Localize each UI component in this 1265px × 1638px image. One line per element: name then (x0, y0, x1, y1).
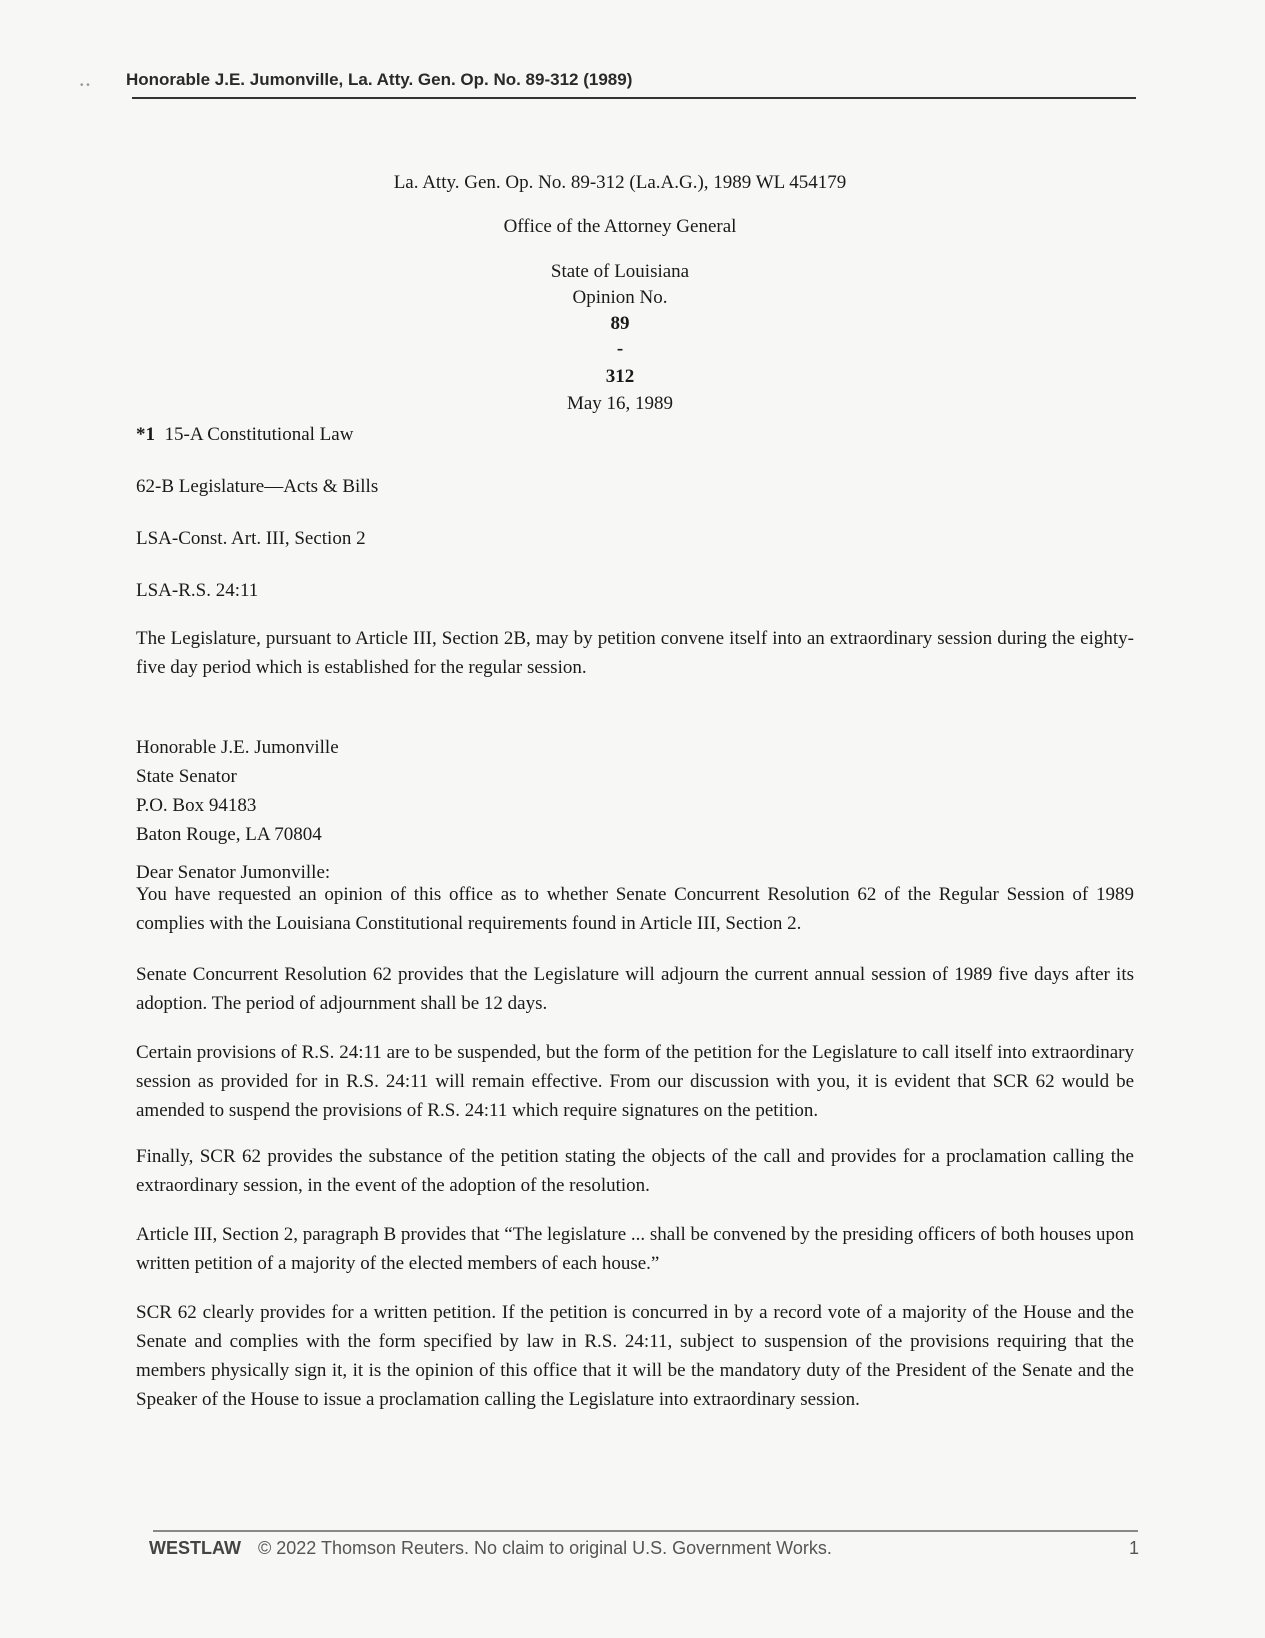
headnote-topic-2: 62-B Legislature—Acts & Bills (136, 476, 379, 497)
copyright-text: © 2022 Thomson Reuters. No claim to original U.S. Government Works. (258, 1538, 832, 1558)
body-paragraph-4: Finally, SCR 62 provides the substance of the petition stating the objects of the call and provides for a proclamation calling the extraordinary session, in the event of the adoption of the resolution. (136, 1146, 1134, 1196)
address-box: P.O. Box 94183 (136, 795, 257, 816)
body-paragraph-3: Certain provisions of R.S. 24:11 are to be suspended, but the form of the petition for the Legislature to call itself into extraordinary session as provided for in R.S. 24:11 will remain effective. From our discussion with you, it is evident that SCR 62 would be amended to suspend the provisions of R.S. 24:11 which require signatures on the petition. (136, 1042, 1134, 1121)
body-paragraph-1: You have requested an opinion of this office as to whether Senate Concurrent Resolution 62 of the Regular Session of 1989 complies with the Louisiana Constitutional requirements found in Article III, Section 2. (136, 884, 1134, 934)
headnote-topic-1-text: 15-A Constitutional Law (164, 424, 354, 445)
address-block (136, 733, 1136, 849)
footer-rule (153, 1530, 1138, 1532)
body-paragraph-5: Article III, Section 2, paragraph B provides that “The legislature ... shall be convened by the presiding officers of both houses upon written petition of a majority of the elected members of each house.” (136, 1224, 1134, 1274)
salutation: Dear Senator Jumonville: (136, 862, 331, 883)
opinion-label: Opinion No. (572, 287, 668, 308)
address-city: Baton Rouge, LA 70804 (136, 824, 322, 845)
opinion-number-dash: - (616, 338, 624, 359)
headnote-topic-4: LSA-R.S. 24:11 (136, 580, 259, 601)
westlaw-brand: WESTLAW (149, 1538, 241, 1558)
citation: La. Atty. Gen. Op. No. 89-312 (La.A.G.), 1989 WL 454179 (393, 172, 847, 193)
state-name: State of Louisiana (550, 261, 690, 282)
page-number: 1 (1128, 1538, 1139, 1558)
syllabus: The Legislature, pursuant to Article III, Section 2B, may by petition convene itself into an extraordinary session during the eighty-five day period which is established for the regular session. (136, 628, 1134, 678)
address-title: State Senator (136, 766, 237, 787)
address-name: Honorable J.E. Jumonville (136, 737, 339, 758)
office-name: Office of the Attorney General (503, 216, 737, 237)
headnote-topic-1 (136, 420, 1136, 449)
headnote-topic-3: LSA-Const. Art. III, Section 2 (136, 528, 366, 549)
footer (149, 1538, 1139, 1559)
opinion-number-part2: 312 (605, 366, 635, 387)
header-mark: • • (80, 80, 90, 91)
body-paragraph-2: Senate Concurrent Resolution 62 provides that the Legislature will adjourn the current annual session of 1989 five days after its adoption. The period of adjournment shall be 12 days. (136, 964, 1134, 1014)
body-paragraph-6: SCR 62 clearly provides for a written petition. If the petition is concurred in by a record vote of a majority of the House and the Senate and complies with the form specified by law in R.S. 24:11, subject to suspension of the provisions requiring that the members physically sign it, it is the opinion of this office that it will be the mandatory duty of the President of the Senate and the Speaker of the House to issue a proclamation calling the Legislature into extraordinary session. (136, 1302, 1134, 1410)
opinion-date: May 16, 1989 (566, 393, 674, 414)
page-star: *1 (136, 424, 155, 445)
opinion-number-part1: 89 (610, 313, 630, 334)
header-rule (132, 97, 1136, 99)
header-title: Honorable J.E. Jumonville, La. Atty. Gen. Op. No. 89-312 (1989) (126, 70, 633, 89)
